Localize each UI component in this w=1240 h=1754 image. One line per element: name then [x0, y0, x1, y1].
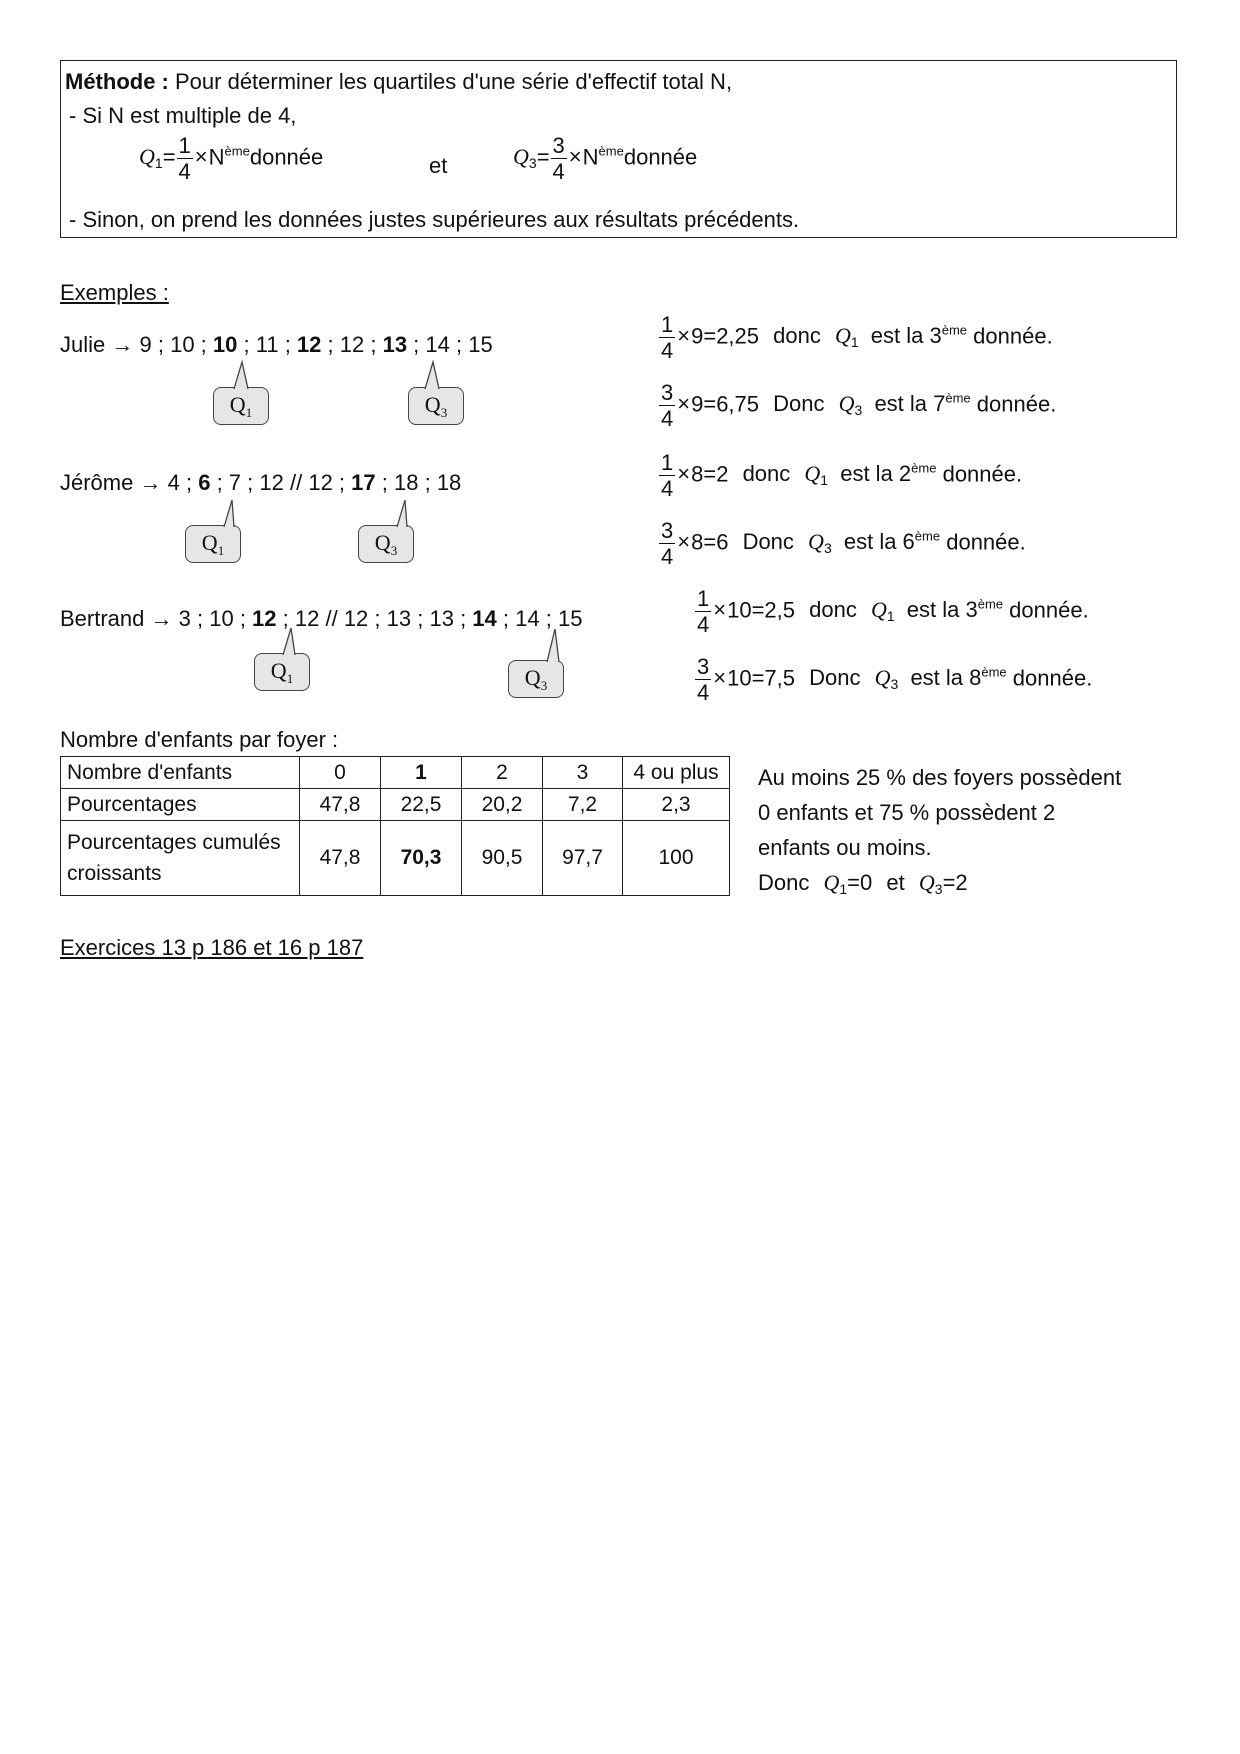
conclusion-result: Donc $Q_1=0$ et $Q_3=2$ [758, 870, 968, 897]
callout-pointer [269, 628, 299, 656]
table-cell: 47,8 [300, 821, 381, 896]
series-value: 15 [557, 606, 583, 631]
table-cell: 0 [300, 757, 381, 789]
series-separator: ; [418, 470, 437, 495]
times-sign: × [568, 144, 582, 170]
series-separator: ; [278, 332, 297, 357]
series-separator: ; [194, 332, 213, 357]
calc-fraction: $\frac{3}{4}$ [661, 518, 674, 569]
callout-pointer [423, 362, 453, 390]
series-value: 4 [167, 470, 180, 495]
table-cell: 97,7 [543, 821, 623, 896]
calc-fraction: $\frac{1}{4}$ [697, 586, 710, 637]
table-cell: 2 [462, 757, 543, 789]
table-row [61, 757, 730, 789]
callout-q1-julie: $Q_1$ [213, 387, 269, 425]
calc-fraction: $\frac{1}{4}$ [661, 450, 674, 501]
table-row [61, 789, 730, 821]
series-separator: ; [539, 606, 558, 631]
table-cell: Nombre d'enfants [61, 757, 300, 789]
series-separator: ; [210, 470, 229, 495]
method-and: et [429, 153, 448, 178]
callout-q3-julie: $Q_3$ [408, 387, 464, 425]
fraction-three-quarters: $\frac{3}{4}$ [552, 133, 565, 184]
table-cell: Pourcentages [61, 789, 300, 821]
example-jerome-series [60, 470, 461, 496]
example-jerome-q1-calc: $\frac{1}{4}$ ×8=2 donc $Q_1$ est la 2ème donnée. [661, 450, 1023, 501]
callout-q1-bertrand: $Q_1$ [254, 653, 310, 691]
conclusion-line: 0 enfants et 75 % possèdent 2 [758, 800, 1056, 825]
callout-pointer [523, 635, 553, 663]
example-julie-q3-calc: $\frac{3}{4}$ ×9=6,75 Donc $Q_3$ est la 7ème donnée. [661, 380, 1057, 431]
callout-pointer [373, 500, 403, 528]
series-separator: ; [453, 606, 473, 631]
table-cell: 2,3 [623, 789, 730, 821]
table-cell: 7,2 [543, 789, 623, 821]
example-jerome-q3-calc: $\frac{3}{4}$ ×8=6 Donc $Q_3$ est la 6ème donnée. [661, 518, 1026, 569]
series-separator: ; [364, 332, 383, 357]
series-separator: // [283, 470, 309, 495]
series-value: 12 [252, 606, 277, 631]
method-intro-line [65, 69, 732, 95]
method-title: Méthode : [65, 69, 169, 94]
series-separator: ; [332, 470, 352, 495]
equals: = [536, 144, 550, 170]
callout-q3-bertrand: $Q_3$ [508, 660, 564, 698]
table-cell: 70,3 [381, 821, 462, 896]
series-separator: ; [233, 606, 253, 631]
series-value: 10 [170, 332, 195, 357]
series-value: 12 [296, 332, 322, 357]
series-value: 10 [212, 332, 238, 357]
callout-pointer [200, 500, 230, 528]
examples-heading: Exemples : [60, 280, 169, 305]
example-julie-q1-calc: $\frac{1}{4}$ ×9=2,25 donc $Q_1$ est la 3ème donnée. [661, 312, 1053, 363]
series-value: 6 [198, 470, 211, 495]
table-cell: 3 [543, 757, 623, 789]
series-values [139, 332, 492, 357]
series-separator: ; [276, 606, 295, 631]
series-value: 9 [139, 332, 152, 357]
series-separator: ; [190, 606, 210, 631]
series-name: Bertrand → [60, 606, 173, 631]
series-value: 10 [209, 606, 234, 631]
table-cell: 90,5 [462, 821, 543, 896]
method-q1-formula [139, 133, 323, 184]
callout-pointer [228, 362, 258, 390]
series-separator: ; [407, 332, 426, 357]
example-julie-series [60, 332, 493, 358]
series-separator: // [319, 606, 344, 631]
q1-symbol: $Q_1$ [139, 144, 163, 172]
series-value: 18 [393, 470, 419, 495]
method-intro: Pour déterminer les quartiles d'une série d'effectif total N, [168, 69, 733, 94]
series-separator: ; [368, 606, 387, 631]
series-values [168, 470, 462, 495]
series-value: 15 [468, 332, 493, 357]
series-value: 3 [178, 606, 191, 631]
example-bertrand-q1-calc: $\frac{1}{4}$ ×10=2,5 donc $Q_1$ est la 3ème donnée. [697, 586, 1089, 637]
children-table [60, 756, 730, 896]
donnee-word: donnée [623, 144, 698, 170]
series-value: 14 [425, 332, 450, 357]
conclusion-text [758, 760, 1121, 907]
fraction-one-quarter: $\frac{1}{4}$ [178, 133, 191, 184]
series-separator: ; [496, 606, 516, 631]
table-cell: 1 [381, 757, 462, 789]
series-values [179, 606, 583, 631]
series-name: Julie → [60, 332, 134, 357]
series-separator: ; [411, 606, 430, 631]
q3-symbol: $Q_3$ [513, 144, 537, 172]
series-separator: ; [179, 470, 199, 495]
series-name: Jérôme → [60, 470, 162, 495]
method-box [60, 60, 1177, 238]
table-cell: 47,8 [300, 789, 381, 821]
example-bertrand-series [60, 606, 582, 632]
eme-sup: ème [224, 143, 250, 159]
series-value: 12 [343, 606, 369, 631]
series-value: 12 [339, 332, 365, 357]
series-value: 12 [259, 470, 284, 495]
times-sign: × [194, 144, 208, 170]
table-row [61, 821, 730, 896]
series-value: 13 [386, 606, 412, 631]
table-cell: 4 ou plus [623, 757, 730, 789]
calc-fraction: $\frac{3}{4}$ [697, 654, 710, 705]
conclusion-line: enfants ou moins. [758, 835, 932, 860]
table-cell: 20,2 [462, 789, 543, 821]
series-value: 12 [308, 470, 333, 495]
example-bertrand-q3-calc: $\frac{3}{4}$ ×10=7,5 Donc $Q_3$ est la 8ème donnée. [697, 654, 1093, 705]
n-symbol: N [208, 144, 225, 170]
n-symbol: N [582, 144, 599, 170]
series-value: 13 [429, 606, 454, 631]
table-cell: 100 [623, 821, 730, 896]
series-separator: ; [321, 332, 340, 357]
series-value: 18 [436, 470, 462, 495]
series-value: 14 [515, 606, 540, 631]
series-separator: ; [375, 470, 394, 495]
exercises-link: Exercices 13 p 186 et 16 p 187 [60, 935, 364, 960]
method-case1: - Si N est multiple de 4, [69, 103, 297, 128]
series-value: 11 [255, 332, 279, 357]
table-cell: 22,5 [381, 789, 462, 821]
calc-fraction: $\frac{1}{4}$ [661, 312, 674, 363]
equals: = [162, 144, 176, 170]
series-separator: ; [237, 332, 256, 357]
series-value: 7 [228, 470, 242, 495]
series-value: 14 [472, 606, 497, 631]
eme-sup: ème [598, 143, 624, 159]
table-cell: Pourcentages cumulés croissants [61, 821, 300, 896]
series-value: 12 [294, 606, 320, 631]
series-separator: ; [151, 332, 171, 357]
method-case2: - Sinon, on prend les données justes supérieures aux résultats précédents. [69, 207, 800, 232]
table-title: Nombre d'enfants par foyer : [60, 727, 339, 752]
donnee-word: donnée [249, 144, 324, 170]
callout-q3-jerome: $Q_3$ [358, 525, 414, 563]
series-value: 13 [382, 332, 408, 357]
series-separator: ; [241, 470, 260, 495]
conclusion-line: Au moins 25 % des foyers possèdent [758, 765, 1122, 790]
calc-fraction: $\frac{3}{4}$ [661, 380, 674, 431]
callout-q1-jerome: $Q_1$ [185, 525, 241, 563]
series-value: 17 [351, 470, 376, 495]
method-q3-formula [513, 133, 697, 184]
series-separator: ; [449, 332, 469, 357]
